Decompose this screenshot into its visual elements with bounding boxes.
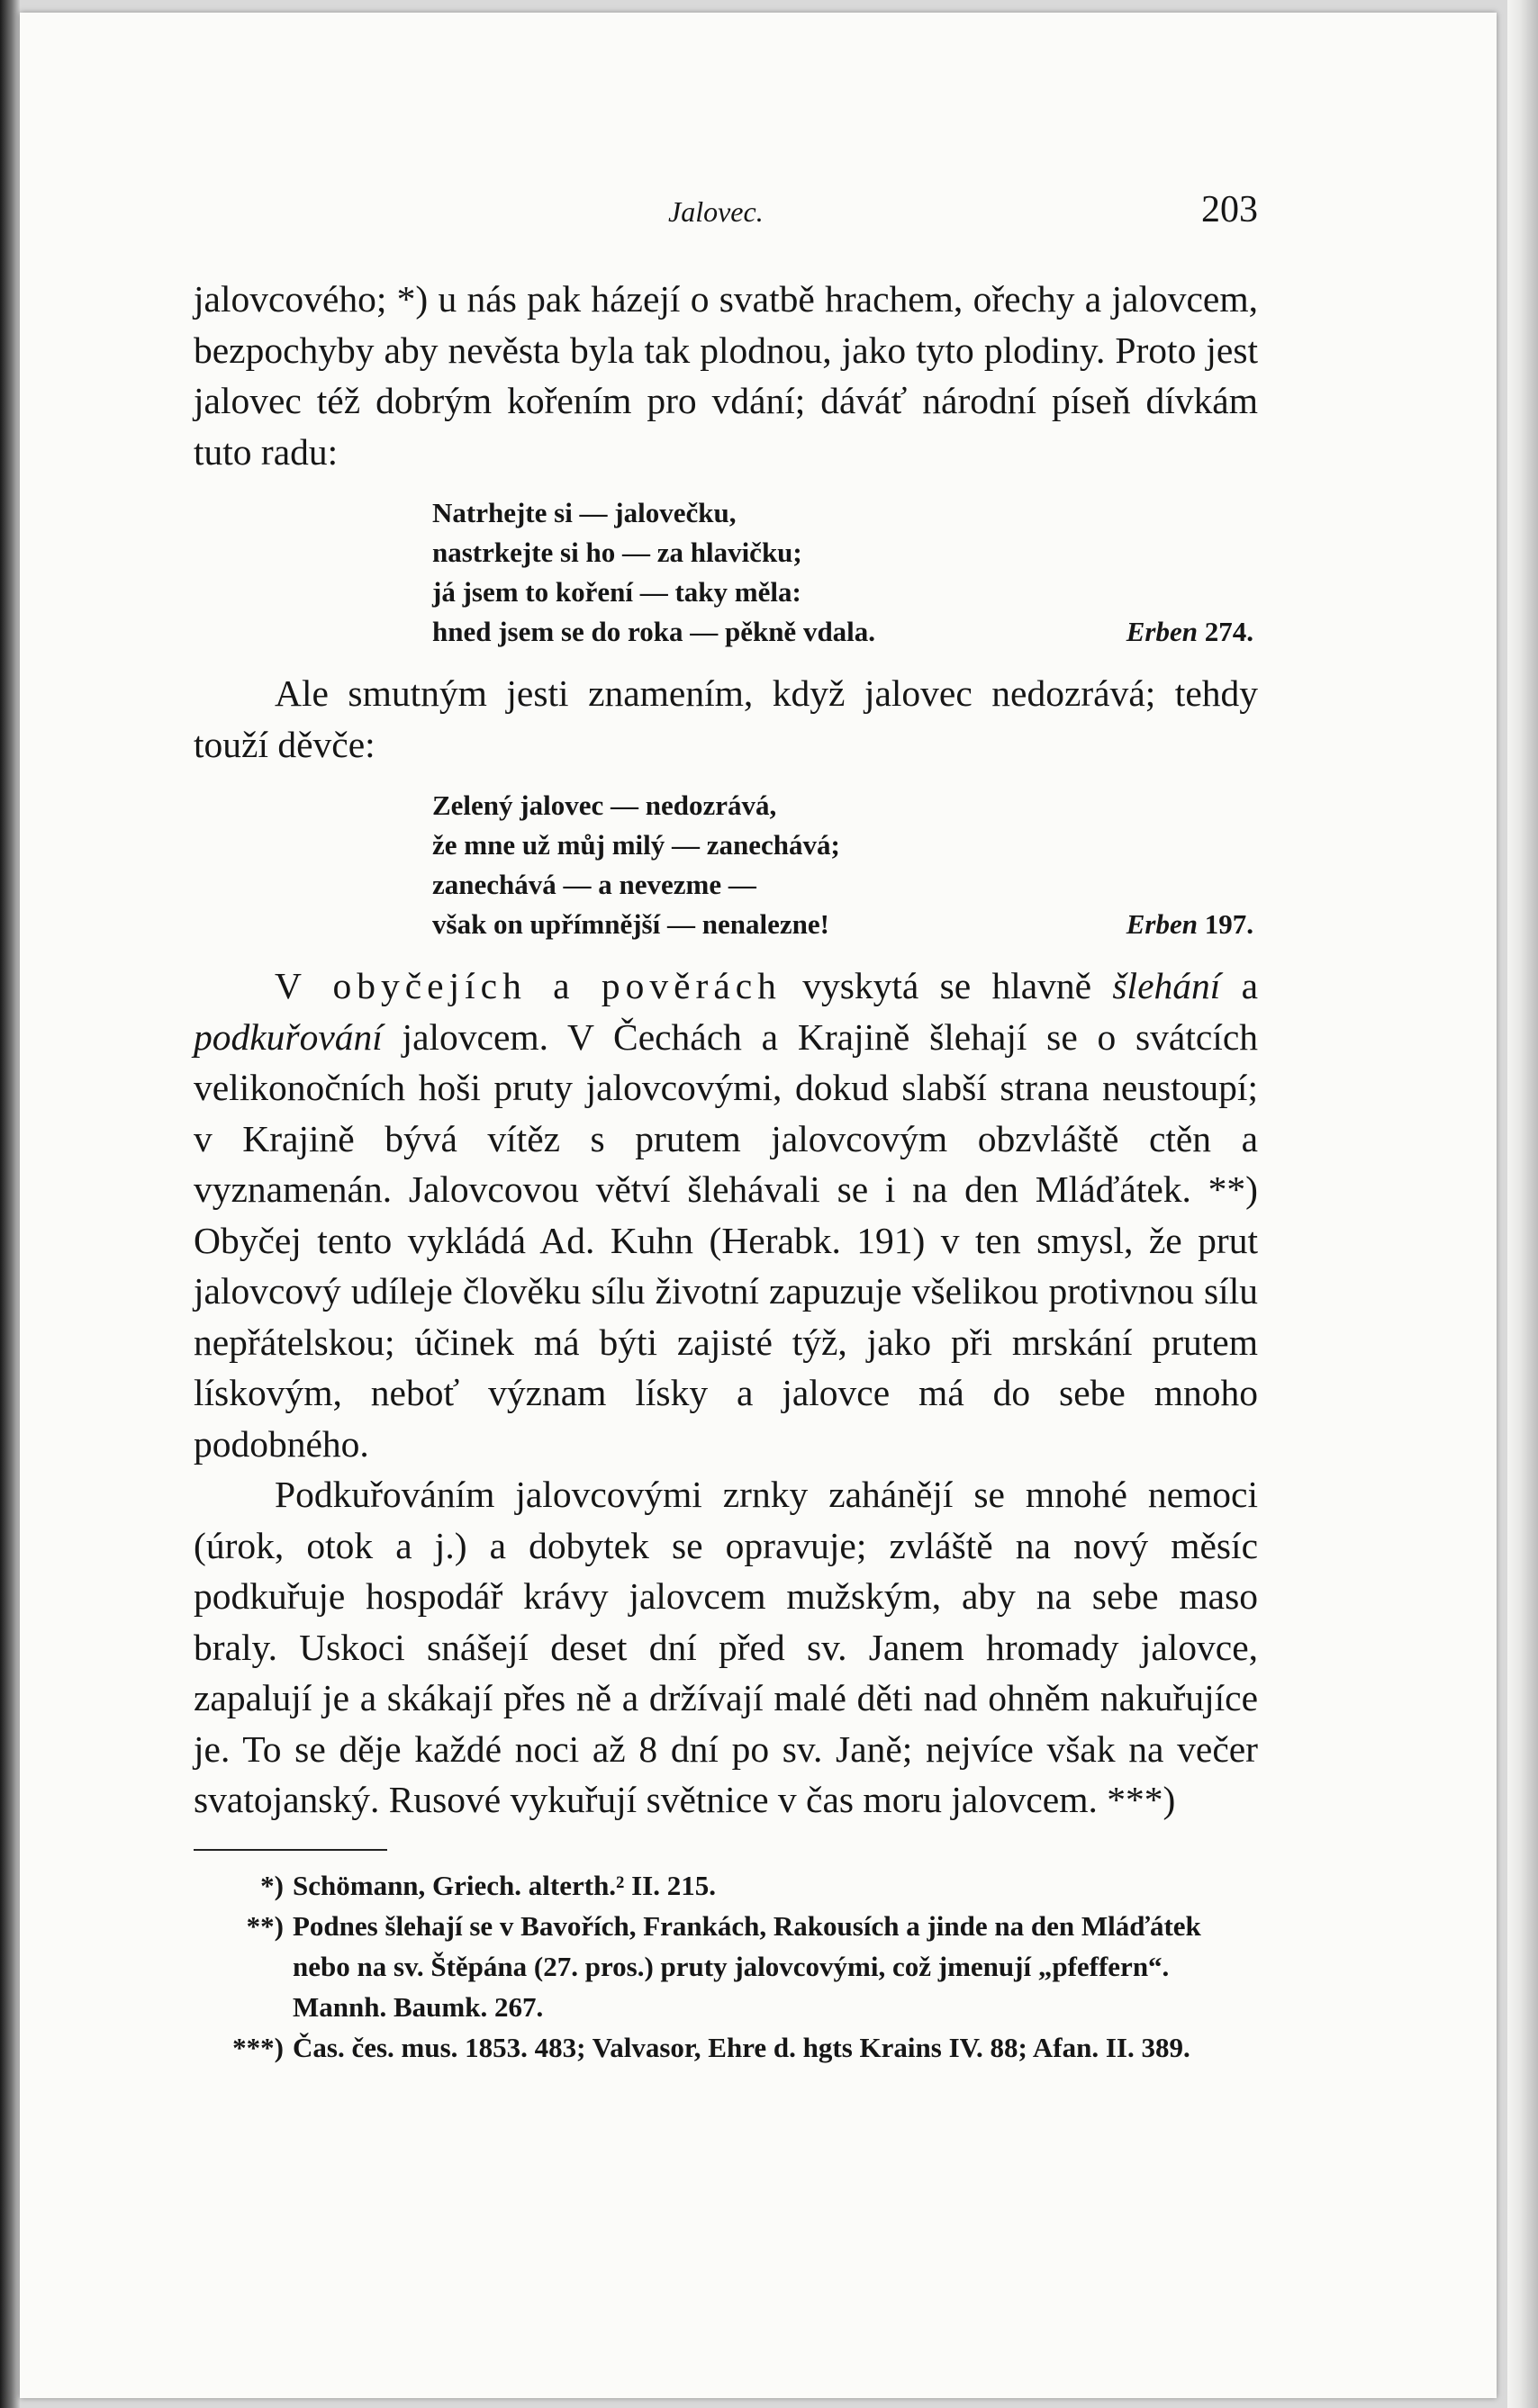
verse-source-ref (1126, 612, 1253, 652)
verse-source-ref (1126, 905, 1253, 944)
source-author: Erben (1126, 616, 1198, 647)
paragraph-3 (194, 960, 1258, 1469)
source-page: 274. (1204, 616, 1253, 647)
scan-shadow-left (0, 0, 20, 2408)
verse-line: zanechává — a nevezme — (432, 869, 756, 900)
verse-line-last (432, 905, 1253, 944)
footnote-text: Schömann, Griech. alterth.² II. 215. (293, 1869, 716, 1901)
footnote-divider (194, 1849, 387, 1851)
footnote (194, 1865, 1258, 1906)
verse-line-text: hned jsem se do roka — pěkně vdala. (432, 616, 876, 647)
spaced-emphasis: V obyčejích a pověrách (275, 965, 782, 1006)
scan-page-edge-right (1507, 0, 1538, 2408)
footnote-mark: ***) (232, 2031, 284, 2063)
paragraph-4: Podkuřováním jalovcovými zrnky zahánějí se mnohé nemoci (úrok, otok a j.) a dobytek se opravuje; zvláště na nový měsíc podkuřuje hospodář krávy jalovcem mužským, aby na sebe maso braly. Uskoci snášejí deset dní před sv. Janem hromady jalovce, zapalují je a skákají přes ně a držívají malé děti nad ohněm nakuřujíce je. To se děje každé noci až 8 dní po sv. Janě; nejvíce však na večer svatojanský. Rusové vykuřují světnice v čas moru jalovcem. ***) (194, 1474, 1258, 1820)
text-run: vyskytá se hlavně (781, 965, 1113, 1006)
page-number: 203 (1201, 189, 1258, 230)
running-title: Jalovec. (668, 195, 764, 228)
footnote-text: Podnes šlehají se v Bavořích, Frankách, Rakousích a jinde na den Mláďátek nebo na sv. Štěpána (27. pros.) pruty jalovcovými, což jmenují „pfeffern“. Mannh. Baumk. 267. (293, 1909, 1201, 2023)
text-run: jalovcem. V Čechách a Krajině šlehají se o svátcích velikonočních hoši pruty jalovcovými, dokud slabší strana neustoupí; v Krajině bývá vítěz s prutem jalovcovým obzvláště ctěn a vyznamenán. Jalovcovou větví šlehávali se i na den Mláďátek. **) Obyčej tento vykládá Ad. Kuhn (Herabk. 191) v ten smysl, že prut jalovcový udíleje člověku sílu životní zapuzuje všelikou protivnou sílu nepřátelskou; účinek má býti zajisté týž, jako při mrskání prutem lískovým, neboť význam lísky a jalovce má do sebe mnoho podobného. (194, 1015, 1258, 1465)
source-page: 197. (1204, 908, 1253, 940)
footnotes (194, 1865, 1258, 2068)
paragraph-2: Ale smutným jesti znamením, když jalovec nedozrává; tehdy touží děvče: (194, 672, 1258, 765)
italic-term: šlehání (1112, 965, 1221, 1006)
verse-line: nastrkejte si ho — za hlavičku; (432, 537, 802, 568)
source-author: Erben (1126, 908, 1198, 940)
footnote-mark: *) (260, 1869, 284, 1901)
book-page (20, 13, 1497, 2398)
footnote-text: Čas. čes. mus. 1853. 483; Valvasor, Ehre d. hgts Krains IV. 88; Afan. II. 389. (293, 2031, 1190, 2063)
footnote (194, 2027, 1258, 2068)
verse-line-text: však on upřímnější — nenalezne! (432, 908, 829, 940)
page-header (20, 188, 1258, 242)
verse-line: Zelený jalovec — nedozrává, (432, 789, 777, 821)
verse-2 (432, 786, 1253, 944)
verse-1 (432, 493, 1253, 652)
verse-line-last (432, 612, 1253, 652)
verse-line: já jsem to koření — taky měla: (432, 576, 801, 608)
footnote-mark: **) (246, 1909, 284, 1942)
verse-line: Natrhejte si — jalovečku, (432, 497, 737, 528)
page-body (194, 274, 1258, 2068)
paragraph-1: jalovcového; *) u nás pak házejí o svatbě hrachem, ořechy a jalovcem, bezpochyby aby nevěsta byla tak plodnou, jako tyto plodiny. Proto jest jalovec též dobrým kořením pro vdání; dáváť národní píseň dívkám tuto radu: (194, 278, 1258, 473)
text-run: a (1220, 965, 1258, 1006)
italic-term: podkuřování (194, 1015, 383, 1058)
footnote (194, 1906, 1258, 2027)
verse-line: že mne už můj milý — zanechává; (432, 829, 840, 861)
